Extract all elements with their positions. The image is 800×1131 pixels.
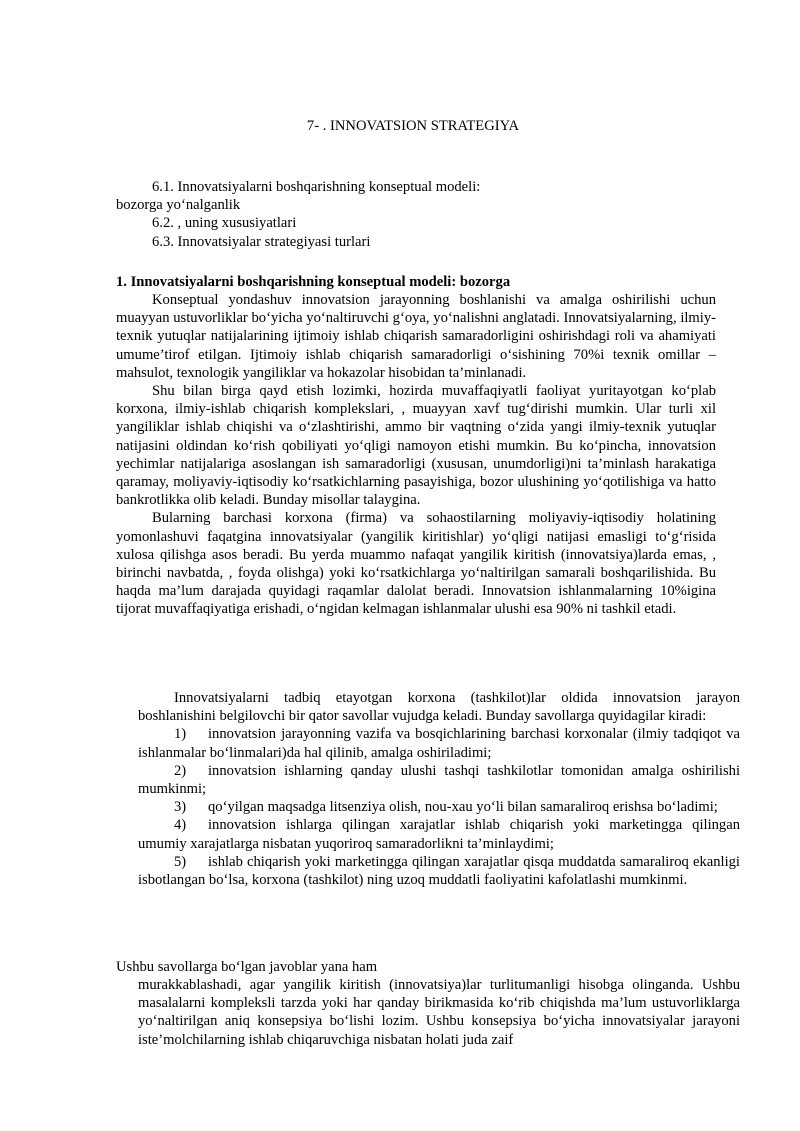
paragraph: Konseptual yondashuv innovatsion jarayonning boshlanishi va amalga oshirilishi uchun muayyan ustuvorliklar bo‘yicha yo‘naltiruvchi g‘oya, yo‘nalishni anglatadi. Innovatsiyalarning, ilmiy-texnik yutuqlar natijalarining ijtimoiy ishlab chiqarish samaradorligini oshirishdagi roli va ahamiyati umume’tirof etilgan. Ijtimoiy ishlab chiqarish samaradorligi o‘sishining 70%i texnik omillar – mahsulot, texnologik yangiliklar va hokazolar hisobidan ta’minlanadi. xyxy=(116,292,716,381)
list-number: 2) xyxy=(174,762,187,779)
list-item xyxy=(138,762,740,798)
toc-item-2: 6.2. , uning xususiyatlari xyxy=(152,215,297,232)
paragraph: Bularning barchasi korxona (firma) va sohaostilarning moliyaviy-iqtisodiy holatining yomonlashuvi faqatgina innovatsiyalar (yangilik kiritishlar) yo‘qligi natijasi emasligi to‘g‘risida xulosa qilishga asos beradi. Bu yerda muammo nafaqat yangilik kiritish (innovatsiya)larda emas, , birinchi navbatda, , foyda olishga) yoki ko‘rsatkichlarga yo‘naltirilgan samarali boshqarilishida. Bu haqda ma’lum darajada quyidagi raqamlar dalolat beradi. Innovatsion ishlanmalarning 10%igina tijorat muvaffaqiyatiga erishadi, o‘ngidan kelmagan ishlanmalar ulushi esa 90% ni tashkil etadi. xyxy=(116,510,716,618)
list-number: 4) xyxy=(174,817,187,834)
toc-item-3: 6.3. Innovatsiyalar strategiyasi turlari xyxy=(152,233,371,250)
list-text: innovatsion ishlarning qanday ulushi tashqi tashkilotlar tomonidan amalga oshirilishi mumkinmi; xyxy=(138,762,740,798)
list-item xyxy=(138,853,740,889)
closing-text xyxy=(138,976,740,1049)
toc-item-1-continued: bozorga yo‘nalganlik xyxy=(116,197,241,214)
list-text: qo‘yilgan maqsadga litsenziya olish, nou-xau yo‘li bilan samaraliroq erishsa bo‘ladimi; xyxy=(208,799,718,816)
list-number: 3) xyxy=(174,799,187,816)
section-heading: 1. Innovatsiyalarni boshqarishning konseptual modeli: bozorga xyxy=(116,274,511,290)
list-text: ishlab chiqarish yoki marketingga qilingan xarajatlar qisqa muddatda samaraliroq ekanligi isbotlangan bo‘lsa, korxona (tashkilot) ning uzoq muddatli faoliyatini kafolatlashi mumkinmi. xyxy=(138,853,740,889)
body-text xyxy=(116,291,716,619)
list-item xyxy=(138,725,740,761)
table-of-contents xyxy=(116,178,716,251)
closing-lead: Ushbu savollarga bo‘lgan javoblar yana ham xyxy=(116,959,378,975)
list-number: 1) xyxy=(174,726,187,743)
list-number: 5) xyxy=(174,853,187,870)
toc-item-1: 6.1. Innovatsiyalarni boshqarishning konseptual modeli: xyxy=(152,179,481,195)
questions-intro: Innovatsiyalarni tadbiq etayotgan korxona (tashkilot)lar oldida innovatsion jarayon boshlanishini belgilovchi bir qator savollar vujudga keladi. Bunday savollarga quyidagilar kiradi: xyxy=(138,690,740,725)
list-item xyxy=(138,798,740,816)
paragraph: Shu bilan birga qayd etish lozimki, hozirda muvaffaqiyatli faoliyat yuritayotgan ko‘plab korxona, ilmiy-ishlab chiqarish komplekslari, , muayyan xavf tug‘dirishi mumkin. Ular turli xil yangiliklar ishlab chiqishi va o‘zlashtirishi, ammo bir vaqtning o‘zida yangi ilmiy-texnik yutuqlar natijasini oldindan ko‘rish qobiliyati yo‘qligi namoyon etishi mumkin. Bu ko‘pincha, innovatsion yechimlar natijalariga asoslangan ish samaradorligi (xususan, unumdorligi)ni ta’minlash harakatiga qaramay, moliyaviy-iqtisodiy ko‘rsatkichlarning pasayishiga, bozor ulushining yo‘qotilishiga va hatto bankrotlikka olib keladi. Bunday misollar talaygina. xyxy=(116,383,716,509)
paragraph: murakkablashadi, agar yangilik kiritish (innovatsiya)lar turlitumanligi hisobga olinganda. Ushbu masalalarni kompleksli tarzda yoki har qanday birikmasida ko‘rib chiqishda ma’lum ustuvorliklarga yo‘naltirilgan aniq konsepsiya bo‘lishi lozim. Ushbu konsepsiya bo‘yicha innovatsiyalar jarayoni iste’molchilarning ishlab chiqaruvchiga nisbatan holati juda zaif xyxy=(138,977,740,1048)
list-item xyxy=(138,816,740,852)
list-text: innovatsion ishlarga qilingan xarajatlar ishlab chiqarish yoki marketingga qilingan umumiy xarajatlarga nisbatan yuqoriroq samaradorlikni ta’minlaydimi; xyxy=(138,817,740,852)
list-text: innovatsion jarayonning vazifa va bosqichlarining barchasi korxonalar (ilmiy tadqiqot va ishlanmalar bo‘linmalari)da hal qilinib, amalga oshiriladimi; xyxy=(138,726,740,761)
questions-block xyxy=(138,689,740,889)
page-title: 7- . INNOVATSION STRATEGIYA xyxy=(306,118,520,134)
